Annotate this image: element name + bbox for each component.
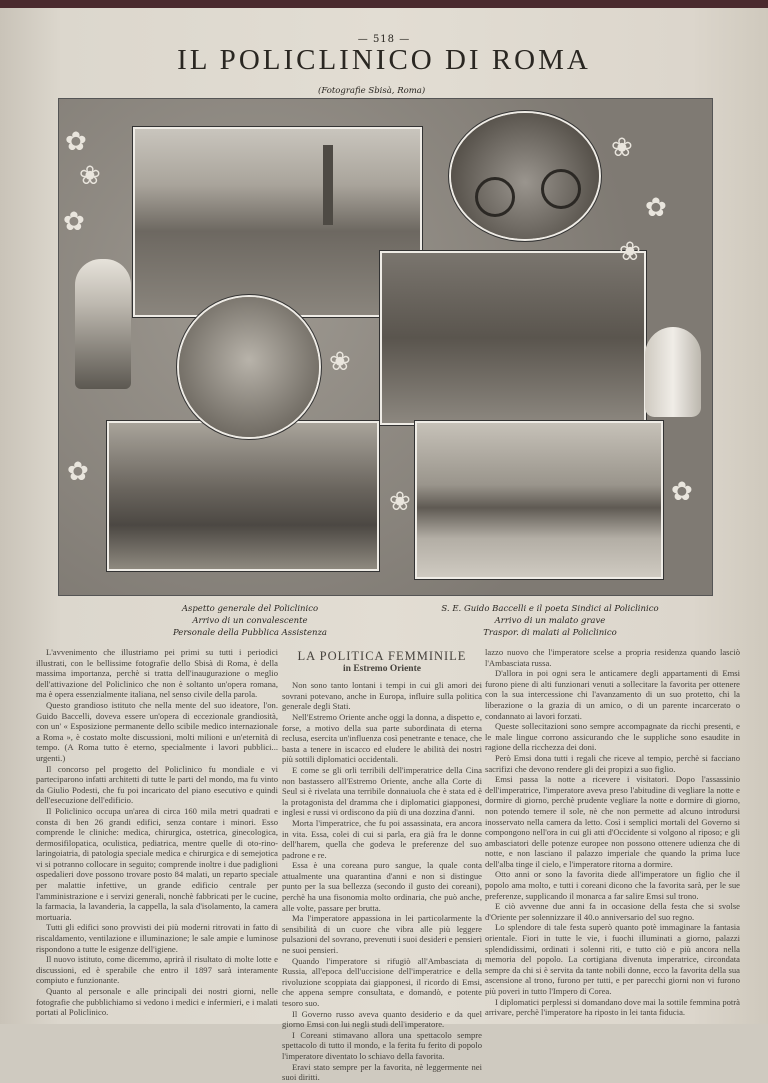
- photo-carriage-vignette: [449, 111, 601, 241]
- caption-line: Aspetto generale del Policlinico: [181, 604, 319, 614]
- paragraph: Ma l'imperatore appassiona in lei particolarmente la sensibilità di un cuore che vibra alle più leggere pulsazioni del sovrano, prevenuti i suoi desideri e pensieri ne suoi pensieri.: [282, 913, 482, 956]
- photo-transport-road: [415, 421, 663, 579]
- paragraph: Emsi passa la notte a ricevere i visitatori. Dopo l'assassinio dell'imperatrice, l'imperatore aveva preso l'abitudine di vegliare la notte e dormire di giorno, perchè prudente vegliare la notte e dormire di giorno, non potendo temere il sole, nè che non permette ad alcuno introdursi inosservato nella camera da letto. Così i semplici mortali del Governo si compongono nell'ora in cui gli atti d'Occidente si volgono al riposo; e gli ambasciatori delle potenze europee non possono ottenere udienza che di notte, e non lasciano il palazzo imperiale che quando la prima luce dell'alba tinge il cielo, e l'imperatore ritorna a dormire.: [485, 774, 740, 869]
- article-column-1: [36, 647, 278, 1018]
- paragraph: Otto anni or sono la favorita diede all'imperatore un figlio che il popolo ama molto, e tutti i coreani dicono che la favorita sarà, per le sue preferenze, supplicando il monarca a far salire Emsi sul trono.: [485, 869, 740, 901]
- caption-left: [150, 603, 350, 639]
- flower-ornament: ✿: [671, 477, 693, 507]
- paragraph: Quando l'imperatore si rifugiò all'Ambasciata di Russia, all'epoca dell'uccisione dell'imperatrice e della rivoluzione scoppiata dai giapponesi, il ricordo di Emsi, che appena sempre consultata, e domandò, e potente tesoro suo.: [282, 955, 482, 1008]
- photo-stretcher-arrival: [380, 251, 646, 425]
- paragraph: Il Policlinico occupa un'area di circa 160 mila metri quadrati e consta di ben 26 grandi edifici, senza contare i minori. Esso comprende le cliniche: medica, chirurgica, ostetrica, ginecologica, dermosifilopatica, oculistica, pediatrica, mentre quelle di oto-rino-laringoiatria, di patologia speciale medica e chirurgica e di semejotica vi si potranno collocare in seguito; comprende inoltre i due padiglioni ospedalieri dove possono trovare posto 84 malati, un reparto speciale per malattie infettive, un grande edificio centrale per l'amministrazione e i servizi generali, nonchè fabbricati per le cucine, la farmacia, la lavanderia, la cappella, la sala d'isolamento, la camera mortuaria.: [36, 805, 278, 922]
- page-title: IL POLICLINICO DI ROMA: [177, 44, 591, 76]
- caption-line: Arrivo di un malato grave: [494, 616, 606, 626]
- paragraph: lazzo nuovo che l'imperatore scelse a propria residenza quando lasciò l'Ambasciata russa.: [485, 647, 740, 668]
- paragraph: L'avvenimento che illustriamo pei primi su tutti i periodici illustrati, con le bellissime fotografie dello Sbisà di Roma, è della massima importanza, perchè si tratta dell'inaugurazione o meglio dell'attivazione del Policlinico che non è soltanto un'opera romana, ma è opera essenzialmente italiana, nel senso civile della parola.: [36, 647, 278, 700]
- flower-ornament: ✿: [63, 207, 85, 237]
- paragraph: Il nuovo istituto, come dicemmo, aprirà il risultato di molte lotte e discussioni, ed è sperabile che entro il 1897 sarà interamente compiuto e funzionante.: [36, 954, 278, 986]
- nurse-figure-illustration: [75, 259, 131, 389]
- paragraph: Quanto al personale e alle principali dei nostri giorni, nelle fotografie che pubblichiamo si vedono i medici e infermieri, e i malati portati al Policlinico.: [36, 986, 278, 1018]
- paragraph: E come se gli orli terribili dell'imperatrice della Cina non bastassero all'Estremo Oriente, anche alla Corte di Seul si è rivelata una terribile donnaiuola che è stata ed è la protagonista del dramma che i diplomatici giapponesi, inglesi e russi vi ordiscono da più di una dozzina d'anni.: [282, 764, 482, 818]
- flower-ornament: ❀: [619, 237, 641, 267]
- paragraph: Morta l'imperatrice, che fu poi assassinata, era ancora in vita. Essa, colei di cui si parla, era già fra le donne dell'harem, quella che godeva le preferenze del suo padrone e re.: [282, 817, 482, 860]
- photo-personnel-group: [107, 421, 379, 571]
- flower-ornament: ❀: [79, 161, 101, 191]
- flower-ornament: ❀: [329, 347, 351, 377]
- article-column-2: [282, 647, 482, 1083]
- paragraph: Non sono tanto lontani i tempi in cui gli amori dei sovrani potevano, anche in Europa, influire sulla politica generale degli Stati.: [282, 680, 482, 712]
- caption-line: Traspor. di malati al Policlinico: [483, 628, 617, 638]
- paragraph: Eravi stato sempre per la favorita, nè leggermente nei suoi diritti.: [282, 1061, 482, 1083]
- paragraph: Questo grandioso istituto che nella mente del suo ideatore, l'on. Guido Baccelli, doveva essere un'opera di eccezionale grandiosità, con un' « Esposizione permanente dello scibile medico internazionale a Roma », è costato molte discussioni, molti milioni e un'eternità di tempo. (A Roma tutto è eterno, specialmente i lavori pubblici... urgenti.): [36, 699, 278, 763]
- page-top-edge: [0, 0, 768, 8]
- caption-line: Personale della Pubblica Assistenza: [172, 628, 328, 638]
- illustration-plate: [58, 98, 713, 596]
- paragraph: D'allora in poi ogni sera le anticamere degli appartamenti di Emsi furono piene di alti funzionari venuti a sollecitare la favorita per ottenere con la sua intercessione chi l'avanzamento di un suo protetto, chi la liberazione o la grazia di un amico, o di un parente incarcerato o condannato ai lavori forzati.: [485, 668, 740, 721]
- caption-right: [440, 603, 660, 639]
- paragraph: Il concorso pel progetto del Policlinico fu mondiale e vi parteciparono infatti architetti di tutte le parti del mondo, ma fu vinto da Giulio Podesti, che fu poi incaricato del piano esecutivo e quindi dell'esecuzione dell'edificio.: [36, 763, 278, 806]
- paragraph: Lo splendore di tale festa superò quanto potè immaginare la fantasia orientale. Fiori in tutte le vie, i fuochi illuminati a giorno, palazzi splendidissimi, ordinati i solenni riti, e tutto ciò e più ancora nella memoria del popolo. La cortigiana divenuta imperatrice, circondata sempre da chi si è servita da tante nobili donne, ecco la favorita della sua ascensione al trono, furono per tutti, e per parecchi giorni non vi furono più poveri in tutto l'Impero di Corea.: [485, 922, 740, 996]
- paragraph: E ciò avvenne due anni fa in occasione della festa che si svolse d'Oriente per solennizzare il 40.o anniversario del suo regno.: [485, 901, 740, 922]
- article-title: LA POLITICA FEMMINILE: [297, 649, 467, 663]
- photo-convalescent-vignette: [177, 295, 321, 439]
- paragraph: Tutti gli edifici sono provvisti dei più moderni ritrovati in fatto di riscaldamento, ventilazione e illuminazione; le sale ampie e luminose rispondono a tutte le esigenze dell'igiene.: [36, 922, 278, 954]
- vase-ornament: [645, 327, 701, 417]
- paragraph: Però Emsi dona tutti i regali che riceve al tempio, perchè si facciano sacrifizi che devono rendere gli dei propizi a suo figlio.: [485, 752, 740, 774]
- photo-hospital-overview: [133, 127, 422, 317]
- flower-ornament: ✿: [65, 127, 87, 157]
- article-subtitle: in Estremo Oriente: [343, 663, 421, 674]
- page-number: — 518 —: [357, 34, 411, 45]
- paragraph: Il Governo russo aveva quanto desiderio e da quel giorno Emsi con lui negli studi dell'imperatore.: [282, 1008, 482, 1030]
- paragraph: I Coreani stimavano allora una spettacolo sempre spettacolo di tutto il mondo, e la ferita fu ferito di popolo l'imperatore diventato lo schiavo della favorita.: [282, 1029, 482, 1061]
- paragraph: Queste sollecitazioni sono sempre accompagnate da ricchi presenti, e le male lingue corrono assicurando che le suppliche sono esaudite in ragione della ricchezza dei doni.: [485, 721, 740, 753]
- photo-credit: (Fotografie Sbisà, Roma): [318, 86, 426, 96]
- flower-ornament: ✿: [645, 193, 667, 223]
- flower-ornament: ❀: [611, 133, 633, 163]
- caption-line: Arrivo di un convalescente: [192, 616, 308, 626]
- caption-line: S. E. Guido Baccelli e il poeta Sindici al Policlinico: [441, 604, 659, 614]
- article-column-3: [485, 647, 740, 1018]
- paragraph: I diplomatici perplessi si domandano dove mai la sottile femmina potrà arrivare, perchè l'imperatore ha riposto in lei tanta fiducia.: [485, 996, 740, 1018]
- paragraph: Essa è una coreana puro sangue, la quale conta attualmente una quarantina d'anni e non si distingue punto per la sua bellezza (secondo il gusto dei coreani), perchè ha una fisonomia molto ordinaria, che può anche, alle volte, passare per brutta.: [282, 860, 482, 913]
- flower-ornament: ✿: [67, 457, 89, 487]
- paragraph: Nell'Estremo Oriente anche oggi la donna, a dispetto e, forse, a motivo della sua parte subordinata di eterna reclusa, esercita un'influenza così penetrante e tenace, che basta a tenere in iscacco ed eludere le abilità dei nostri più sottili diplomatici occidentali.: [282, 711, 482, 765]
- flower-ornament: ❀: [389, 487, 411, 517]
